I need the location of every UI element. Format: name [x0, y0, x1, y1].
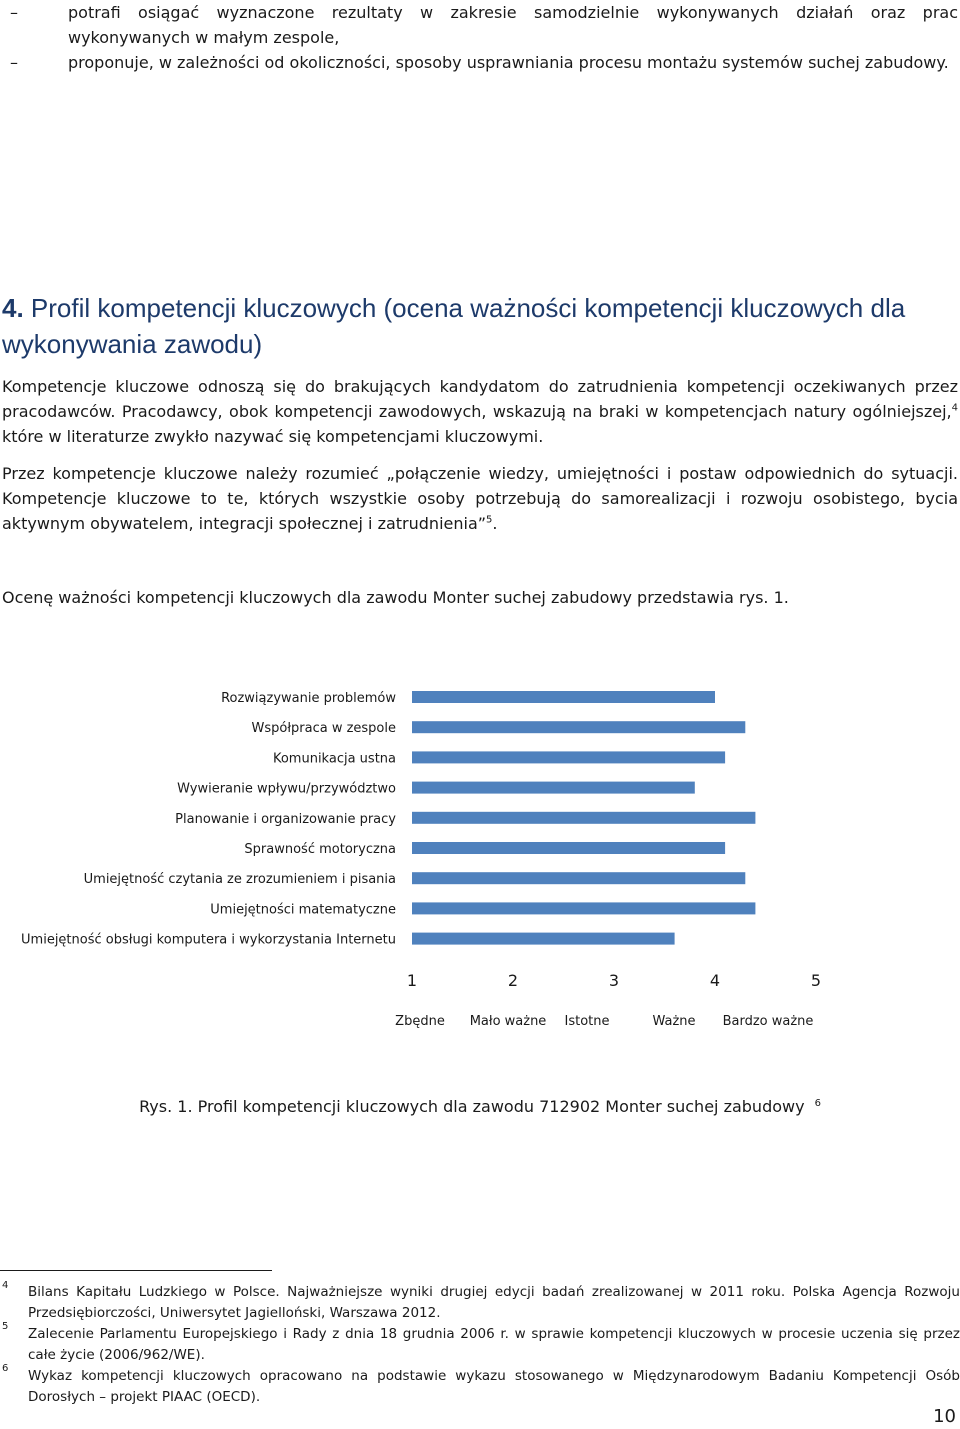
section-title: Profil kompetencji kluczowych (ocena ważności kompetencji kluczowych dla wykonywania zawodu): [2, 293, 906, 359]
x-tick-label: 3: [608, 971, 620, 990]
bar: [412, 751, 725, 763]
paragraph-1-text: Kompetencje kluczowe odnoszą się do brakujących kandydatom do zatrudnienia kompetencji oczekiwanych przez pracodawców. Pracodawcy, obok kompetencji zawodowych, wskazują na braki w kompetencjach natury ogólniejszej,: [2, 377, 958, 421]
category-label: Umiejętności matematyczne: [210, 902, 396, 918]
scale-label: Mało ważne: [469, 1014, 547, 1029]
section-number: 4.: [2, 293, 24, 323]
bar: [412, 842, 725, 854]
category-label: Rozwiązywanie problemów: [221, 691, 396, 706]
section-heading: [2, 290, 952, 362]
paragraph-1: [2, 374, 958, 449]
footnote-number-5: 5: [2, 1321, 9, 1332]
x-tick-label: 4: [709, 971, 721, 990]
footnote-5: Zalecenie Parlamentu Europejskiego i Rady z dnia 18 grudnia 2006 r. w sprawie kompetencji kluczowych w procesie uczenia się przez całe życie (2006/962/WE).: [28, 1326, 960, 1363]
category-label: Planowanie i organizowanie pracy: [175, 811, 396, 827]
x-tick-label: 2: [507, 971, 519, 990]
category-label: Umiejętność obsługi komputera i wykorzystania Internetu: [21, 932, 396, 948]
footnote-number-4: 4: [2, 1280, 9, 1291]
bar: [412, 721, 745, 733]
page-number: 10: [933, 1406, 956, 1427]
scale-label: Istotne: [564, 1014, 610, 1029]
bullet-dash-2: –: [10, 53, 18, 72]
x-tick-label: 5: [810, 971, 822, 990]
bullet-item-2: proponuje, w zależności od okoliczności, sposoby usprawniania procesu montażu systemów suchej zabudowy.: [68, 53, 949, 72]
bar: [412, 782, 695, 794]
footnote-ref-5[interactable]: 5: [486, 514, 493, 526]
footnote-separator: [0, 1270, 272, 1271]
scale-label: Zbędne: [395, 1014, 445, 1029]
paragraph-1-text-end: które w literaturze zwykło nazywać się kompetencjami kluczowymi.: [2, 427, 544, 446]
x-tick-label: 1: [406, 971, 418, 990]
paragraph-2-text: Przez kompetencje kluczowe należy rozumieć „połączenie wiedzy, umiejętności i postaw odpowiednich do sytuacji. Kompetencje kluczowe to te, których wszystkie osoby potrzebują do samorealizacji i rozwoju osobistego, bycia aktywnym obywatelem, integracji społecznej i zatrudnienia”: [2, 464, 958, 533]
footnote-ref-6[interactable]: 6: [814, 1097, 821, 1109]
footnote-6: Wykaz kompetencji kluczowych opracowano na podstawie wykazu stosowanego w Międzynarodowym Badaniu Kompetencji Osób Dorosłych – projekt PIAAC (OECD).: [28, 1368, 960, 1405]
category-label: Sprawność motoryczna: [244, 842, 396, 857]
paragraph-3: Ocenę ważności kompetencji kluczowych dla zawodu Monter suchej zabudowy przedstawia rys. 1.: [2, 588, 789, 607]
bullet-item-1: potrafi osiągać wyznaczone rezultaty w zakresie samodzielnie wykonywanych działań oraz prac wykonywanych w małym zespole,: [68, 3, 958, 47]
paragraph-2-text-end: .: [492, 514, 498, 533]
category-label: Komunikacja ustna: [272, 751, 396, 767]
paragraph-2: [2, 461, 958, 536]
footnote-ref-4[interactable]: 4: [951, 402, 958, 414]
bar: [412, 933, 675, 945]
bar: [412, 872, 745, 884]
competency-bar-chart: [0, 670, 960, 1040]
category-label: Umiejętność czytania ze zrozumieniem i pisania: [83, 872, 396, 888]
scale-label: Bardzo ważne: [722, 1014, 814, 1029]
bar: [412, 691, 715, 703]
category-label: Współpraca w zespole: [251, 721, 396, 737]
bar: [412, 812, 755, 824]
category-label: Wywieranie wpływu/przywództwo: [177, 781, 396, 797]
figure-caption-text: Rys. 1. Profil kompetencji kluczowych dla zawodu 712902 Monter suchej zabudowy: [139, 1097, 805, 1116]
footnote-4: Bilans Kapitału Ludzkiego w Polsce. Najważniejsze wyniki drugiej edycji badań zrealizowanej w 2011 roku. Polska Agencja Rozwoju Przedsiębiorczości, Uniwersytet Jagielloński, Warszawa 2012.: [28, 1284, 960, 1321]
bar: [412, 902, 755, 914]
footnote-number-6: 6: [2, 1363, 9, 1374]
figure-caption: [0, 1094, 960, 1119]
scale-label: Ważne: [652, 1014, 696, 1029]
bullet-dash-1: –: [10, 3, 18, 22]
